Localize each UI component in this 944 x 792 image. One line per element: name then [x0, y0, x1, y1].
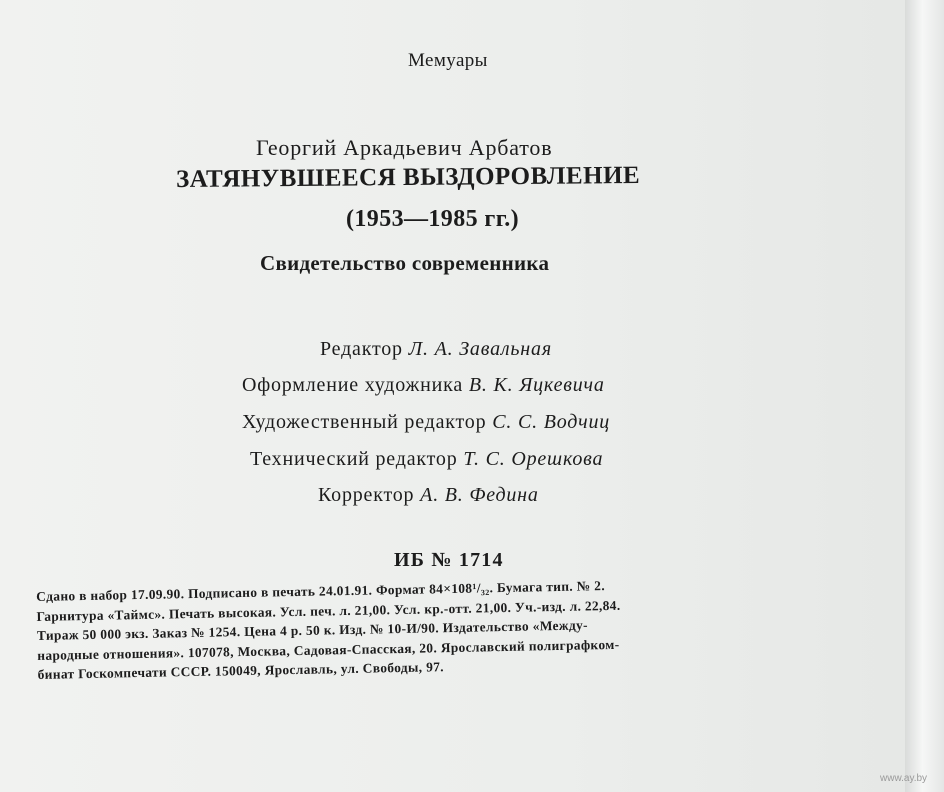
colophon [36, 570, 898, 684]
credit-proofreader [318, 484, 539, 507]
credit-person: Т. С. Орешкова [463, 448, 604, 470]
watermark: www.ay.by [880, 773, 928, 784]
colophon-line: бинат Госкомпечати СССР. 150049, Ярославль, ул. Свободы, 97. [37, 659, 445, 682]
genre-label: Мемуары [408, 50, 488, 71]
credit-art-editor [242, 411, 610, 434]
book-subtitle: Свидетельство современника [260, 251, 550, 275]
credit-person: С. С. Водчиц [492, 411, 611, 433]
colophon-line: Сдано в набор 17.09.90. Подписано в печать 24.01.91. Формат 84×108¹/₃₂. Бумага тип. № 2. [36, 578, 606, 604]
credit-person: А. В. Федина [420, 484, 539, 506]
credit-person: Л. А. Завальная [408, 338, 552, 360]
colophon-line: народные отношения». 107078, Москва, Садовая-Спасская, 20. Ярославский полиграфком- [37, 636, 620, 663]
book-years: (1953—1985 гг.) [346, 206, 520, 232]
page-edge [905, 0, 944, 792]
credit-editor [320, 338, 552, 361]
credit-person: В. К. Яцкевича [468, 374, 605, 396]
credit-role: Художественный редактор [242, 411, 487, 433]
credit-role: Технический редактор [250, 448, 458, 470]
credit-tech-editor [250, 448, 603, 471]
credit-design [242, 374, 605, 397]
credit-role: Редактор [320, 338, 403, 360]
book-title: ЗАТЯНУВШЕЕСЯ ВЫЗДОРОВЛЕНИЕ [175, 161, 641, 194]
credit-role: Корректор [318, 484, 415, 506]
colophon-line: Тираж 50 000 экз. Заказ № 1254. Цена 4 р. 50 к. Изд. № 10-И/90. Издательство «Между- [36, 617, 589, 643]
credit-role: Оформление художника [242, 374, 464, 396]
author-name: Георгий Аркадьевич Арбатов [256, 135, 553, 160]
ib-number: ИБ № 1714 [394, 549, 504, 571]
colophon-line: Гарнитура «Таймс». Печать высокая. Усл. печ. л. 21,00. Усл. кр.-отт. 21,00. Уч.-изд. л. 22,84. [36, 597, 621, 624]
